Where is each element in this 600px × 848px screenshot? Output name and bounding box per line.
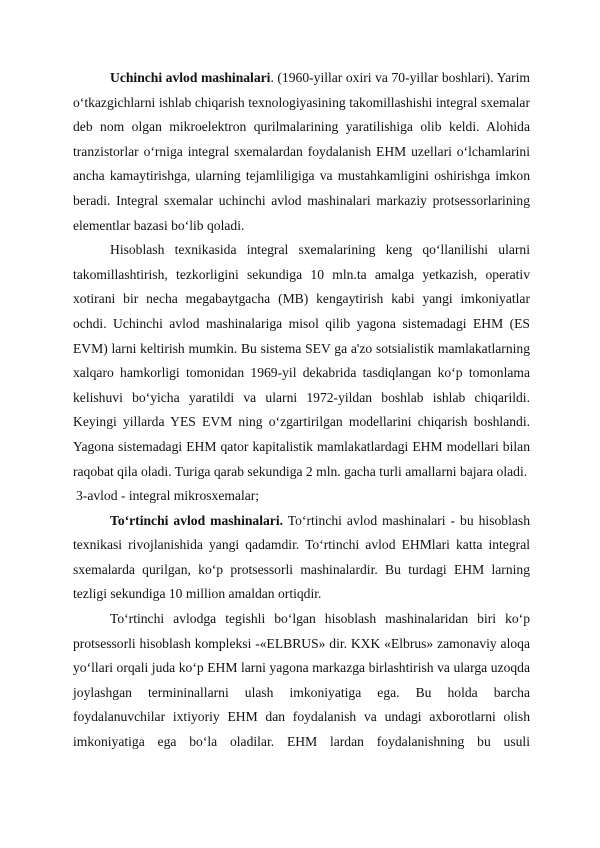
paragraph-body: 3-avlod - integral mikrosxemalar; xyxy=(76,488,260,504)
paragraph-body: Hisoblash texnikasida integral sxemalarining keng qo‘llanilishi ularni takomillashtirish, tezkorligini sekundiga 10 mln.ta amalga yetkazish, operativ xotirani bir necha megabaytgacha (MB) kengaytirish kabi yangi imkoniyatlar ochdi. Uchinchi avlod mashinalariga misol qilib yagona sistemadagi EHM (ES EVM) larni keltirish mumkin. Bu sistema SEV ga a'zo sotsialistik mamlakatlarning xalqaro hamkorligi tomonidan 1969-yil dekabrida tasdiqlangan ko‘p tomonlama kelishuvi bo‘yicha yaratildi va ularni 1972-yildan boshlab ishlab chiqarildi. Keyingi yillarda YES EVM ning o‘zgartirilgan modellarini chiqarish boshlandi. Yagona sistemadagi EHM qator kapitalistik mamlakatlardagi EHM modellari bilan raqobat qila oladi. Turiga qarab sekundiga 2 mln. gacha turli amallarni bajara oladi. xyxy=(73,242,530,479)
paragraph-elbrus xyxy=(73,607,530,755)
heading-fourth-generation: To‘rtinchi avlod mashinalari. xyxy=(110,512,284,528)
paragraph-fourth-generation xyxy=(73,509,530,607)
document-text xyxy=(73,66,530,755)
paragraph-body: To‘rtinchi avlodga tegishli bo‘lgan hisoblash mashinalaridan biri ko‘p protsessorli hisoblash kompleksi -«ELBRUS» dir. KXK «Elbrus» zamonaviy aloqa yo‘llari orqali juda ko‘p EHM larni yagona markazga birlashtirish va ularga uzoqda joylashgan termininallarni ulash imkoniyatiga ega. Bu holda barcha foydalanuvchilar ixtiyoriy EHM dan foydalanish va undagi axborotlarni olish imkoniyatiga ega bo‘la oladilar. EHM lardan foydalanishning bu usuli xyxy=(73,611,530,750)
heading-third-generation: Uchinchi avlod mashinalari xyxy=(110,70,271,85)
paragraph-generation-summary xyxy=(73,484,530,509)
paragraph-body: To‘rtinchi avlod mashinalari - bu hisoblash texnikasi rivojlanishida yangi qadamdir. To‘rtinchi avlod EHMlari katta integral sxemalarda qurilgan, ko‘p protsessorli mashinalardir. Bu turdagi EHM larning tezligi sekundiga 10 million amaldan ortiqdir. xyxy=(73,512,530,602)
paragraph-third-generation xyxy=(73,66,530,238)
paragraph-integral-circuits-usage xyxy=(73,238,530,484)
paragraph-body: . (1960-yillar oxiri va 70-yillar boshlari). Yarim o‘tkazgichlarni ishlab chiqarish texnologiyasining takomillashishi integral sxemalar deb nom olgan mikroelektron qurilmalarining yaratilishiga olib keldi. Alohida tranzistorlar o‘rniga integral sxemalardan foydalanish EHM uzellari o‘lchamlarini ancha kamaytirishga, ularning tejamliligiga va mustahkamligini oshirishga imkon beradi. Integral sxemalar uchinchi avlod mashinalari markaziy protsessorlarining elementlar bazasi bo‘lib qoladi. xyxy=(73,70,530,233)
